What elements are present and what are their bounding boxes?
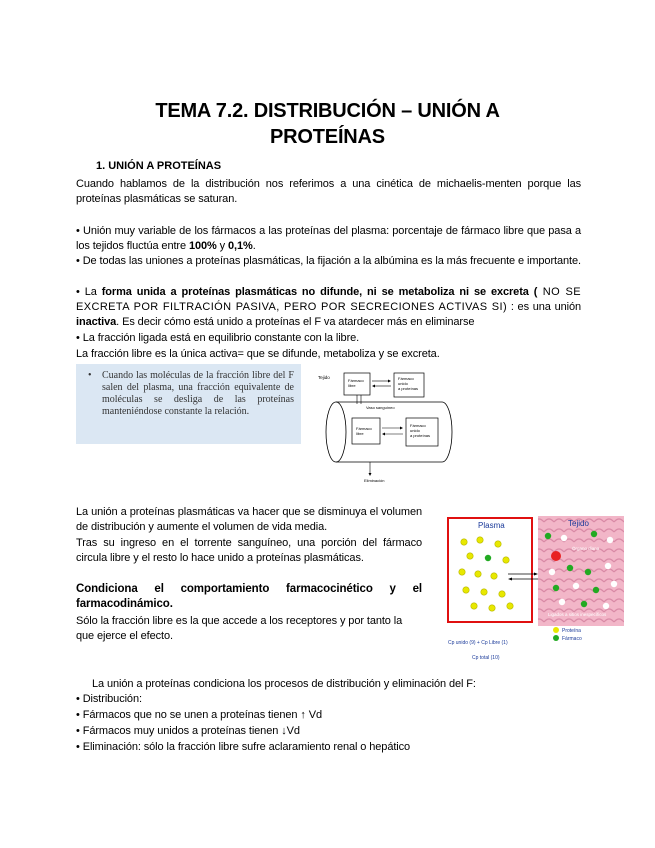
bottom-right-line-1: Fármaco	[410, 423, 426, 428]
b3-bold-1: forma unida a proteínas plasmáticas no difunde, ni se metaboliza ni se excreta (	[101, 286, 538, 298]
paragraph-torrente: Tras su ingreso en el torrente sanguíneo, una porción del fármaco circula libre y el resto lo hace unido a proteínas plasmáticas.	[76, 537, 422, 564]
bottom-right-line-3: a proteínas	[410, 433, 431, 438]
b3-pre: • La	[76, 286, 102, 298]
molecule-dot	[495, 541, 501, 547]
paragraph-union-vd: La unión a proteínas plasmáticas va hacer que se disminuya el volumen de distribución y aumente el volumen de vida media.	[76, 506, 422, 533]
organo-label: Órgano diana	[572, 546, 600, 551]
molecule-dot	[585, 569, 591, 575]
final-no-unen: • Fármacos que no se unen a proteínas tienen ↑ Vd	[76, 709, 322, 721]
molecule-dot	[567, 565, 573, 571]
final-distribucion: • Distribución:	[76, 693, 142, 705]
molecule-dot	[605, 563, 611, 569]
molecule-dot	[581, 601, 587, 607]
top-right-label	[398, 376, 418, 391]
molecule-dot	[559, 599, 565, 605]
molecule-dot	[561, 535, 567, 541]
molecule-dot	[611, 581, 617, 587]
bottom-right-line-2: unido	[410, 428, 420, 433]
vaso-label: Vaso sanguíneo	[366, 405, 395, 410]
bottom-left-line-1: Fármaco	[356, 426, 372, 431]
molecule-dot	[463, 587, 469, 593]
molecule-dot	[507, 603, 513, 609]
top-left-line-2: libre	[348, 383, 356, 388]
cp-unido-label: Cp unido (9) + Cp Libre (1)	[448, 640, 508, 646]
callout-text: Cuando las moléculas de la fracción libre del F salen del plasma, una fracción equivalente de moléculas se desliga de las proteínas manteniéndose constante la relación.	[102, 370, 294, 417]
molecule-dot	[573, 583, 579, 589]
tejido-image-label: Tejido	[568, 519, 589, 528]
b3-post: . Es decir cómo está unido a proteínas el F va atardecer más en eliminarse	[116, 316, 475, 328]
molecule-dot	[467, 553, 473, 559]
bullet-union-variable	[76, 224, 581, 254]
top-right-line-2: unido	[398, 381, 408, 386]
molecule-dot	[549, 569, 555, 575]
molecule-dot	[607, 537, 613, 543]
b3-caps: NO SE EXCRETA POR FILTRACIÓN PASIVA, PERO POR SECRECIONES ACTIVAS SI)	[76, 286, 582, 313]
elim-arrowhead	[369, 473, 372, 476]
page-title	[90, 98, 565, 150]
exchange-arrowhead-right	[534, 573, 538, 576]
molecule-dot	[475, 571, 481, 577]
plasma-label: Plasma	[478, 521, 505, 530]
bottom-arrowhead-left	[382, 433, 385, 436]
b3-bold-2: inactiva	[76, 316, 117, 328]
title-line-2: PROTEÍNAS	[270, 126, 385, 148]
molecule-dot	[545, 533, 551, 539]
molecule-dot	[481, 589, 487, 595]
molecule-dot	[603, 603, 609, 609]
molecule-dot	[491, 573, 497, 579]
intro-paragraph: Cuando hablamos de la distribución nos referimos a una cinética de michaelis-menten porque las proteínas plasmáticas se saturan.	[76, 178, 581, 205]
bullet-albumina: • De todas las uniones a proteínas plasmáticas, la fijación a la albúmina es la más frecuente e importante.	[76, 255, 581, 267]
callout-bullet: •	[88, 370, 92, 381]
b1-value-2: 0,1%	[228, 240, 253, 252]
b1-post: .	[252, 240, 256, 252]
bottom-arrowhead-right	[400, 427, 403, 430]
top-arrowhead-left	[372, 385, 375, 388]
diagram-tejido-label: Tejido	[318, 375, 330, 380]
legend-drug-dot	[553, 635, 559, 641]
top-right-line-1: Fármaco	[398, 376, 414, 381]
section-heading: 1. UNIÓN A PROTEÍNAS	[96, 160, 222, 172]
plasma-tissue-figure	[444, 514, 626, 664]
title-line-1: TEMA 7.2. DISTRIBUCIÓN – UNIÓN A	[155, 100, 500, 122]
bottom-left-line-2: libre	[356, 431, 364, 436]
molecule-dot	[459, 569, 465, 575]
legend-drug-label: Fármaco	[562, 636, 582, 642]
bottom-left-label	[356, 426, 373, 436]
organo-diana-marker	[551, 551, 561, 561]
molecule-dot	[591, 531, 597, 537]
callout-box	[76, 364, 301, 444]
molecule-dot	[553, 585, 559, 591]
b1-value-1: 100%	[188, 240, 217, 252]
b1-pre: • Unión muy variable de los fármacos a las proteínas del plasma: porcentaje de fármaco libre que pasa a los tejidos fluctúa entre	[76, 225, 581, 252]
top-right-line-3: a proteínas	[398, 386, 419, 391]
molecule-dot	[471, 603, 477, 609]
b1-mid: y	[216, 240, 229, 252]
final-intro: La unión a proteínas condiciona los procesos de distribución y eliminación del F:	[92, 678, 476, 690]
b3-mid: : es una unión	[507, 301, 581, 313]
top-left-line-1: Fármaco	[348, 378, 364, 383]
molecule-dot	[593, 587, 599, 593]
bullet-fraccion-ligada: • La fracción ligada está en equilibrio constante con la libre.	[76, 332, 360, 344]
bottom-right-label	[410, 423, 430, 438]
legend-protein-label: Proteína	[562, 628, 581, 634]
molecule-dot	[477, 537, 483, 543]
molecule-dot	[489, 605, 495, 611]
condiciona-heading: Condiciona el comportamiento farmacocinético y el farmacodinámico.	[76, 583, 422, 610]
top-arrowhead-right	[388, 380, 391, 383]
paragraph-fraccion-libre: Sólo la fracción libre es la que accede a los receptores y por tanto la que ejerce el efecto.	[76, 615, 403, 642]
top-left-label	[348, 378, 365, 388]
final-muy-unidos: • Fármacos muy unidos a proteínas tienen ↓Vd	[76, 725, 300, 737]
ligados-label: Ligados a sitios inespecíficos	[548, 612, 607, 617]
molecule-dot	[461, 539, 467, 545]
molecule-dot	[503, 557, 509, 563]
vessel-end	[326, 402, 346, 462]
fraccion-libre-line: La fracción libre es la única activa= que se difunde, metaboliza y se excreta.	[76, 348, 440, 360]
vessel-outline	[336, 402, 452, 462]
molecule-dot	[485, 555, 491, 561]
final-eliminacion: • Eliminación: sólo la fracción libre sufre aclaramiento renal o hepático	[76, 741, 411, 753]
molecule-dot	[499, 591, 505, 597]
elim-label: Eliminación	[364, 478, 385, 483]
legend-protein-dot	[553, 627, 559, 633]
distribution-diagram	[314, 370, 462, 486]
cp-total-label: Cp total (10)	[472, 655, 500, 661]
bullet-forma-unida	[76, 285, 581, 330]
